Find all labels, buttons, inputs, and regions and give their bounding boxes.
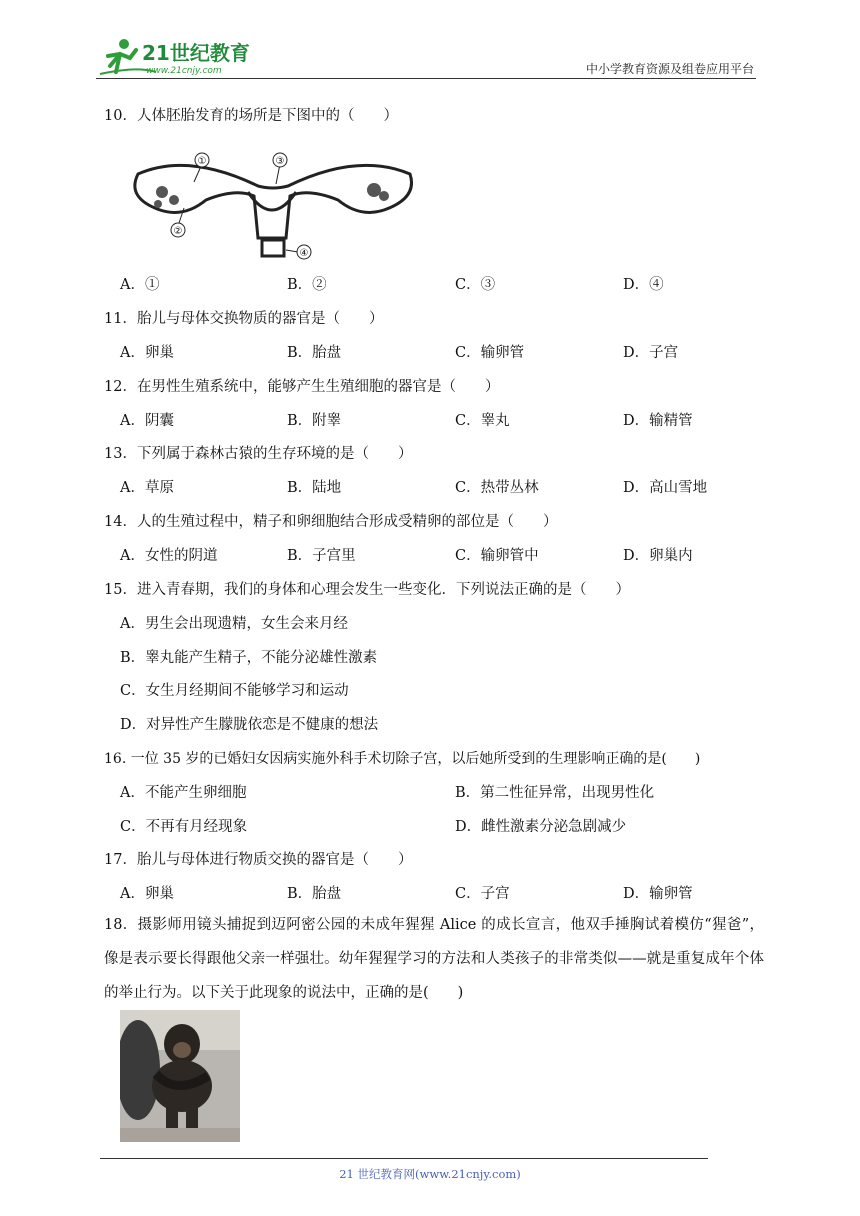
q15-option-a: A．男生会出现遗精，女生会来月经 (120, 616, 348, 632)
question-18-stem: 18．摄影师用镜头捕捉到迈阿密公园的未成年猩猩 Alice 的成长宣言，他双手捶胸试着模仿“猩爸”， 像是表示要长得跟他父亲一样强壮。幼年猩猩学习的方法和人类孩子的非常类似——就是重复成年个体的举止行为。以下关于此现象的说法中，正确的是( ) (104, 917, 764, 1001)
q17-option-d: D．输卵管 (623, 886, 693, 902)
question-10-stem: 10．人体胚胎发育的场所是下图中的（ ） (104, 108, 398, 124)
q14-option-a: A．女性的阴道 (120, 548, 218, 564)
q12-option-a: A．阴囊 (120, 413, 174, 429)
q10-option-c: C．③ (455, 277, 496, 293)
q10-option-d: D．④ (623, 277, 664, 293)
q11-option-d: D．子宫 (623, 345, 679, 361)
q16-option-c: C．不再有月经现象 (120, 819, 248, 835)
q10-option-b: B．② (287, 277, 327, 293)
q13-option-b: B．陆地 (287, 480, 342, 496)
logo-text: 21世纪教育 (142, 41, 250, 65)
q16-option-b: B．第二性征异常，出现男性化 (455, 785, 655, 801)
question-17-stem: 17．胎儿与母体进行物质交换的器官是（ ） (104, 852, 413, 868)
q17-option-c: C．子宫 (455, 886, 510, 902)
q13-option-d: D．高山雪地 (623, 480, 708, 496)
question-14-stem: 14．人的生殖过程中，精子和卵细胞结合形成受精卵的部位是（ ） (104, 514, 558, 530)
q15-option-d: D．对异性产生朦胧依恋是不健康的想法 (120, 717, 379, 733)
question-13-stem: 13．下列属于森林古猿的生存环境的是（ ） (104, 446, 413, 462)
q14-option-d: D．卵巢内 (623, 548, 693, 564)
q10-option-a: A．① (120, 277, 160, 293)
header-platform-text: 中小学教育资源及组卷应用平台 (585, 62, 754, 76)
question-16-stem: 16. 一位 35 岁的已婚妇女因病实施外科手术切除子宫，以后她所受到的生理影响正确的是( ) (104, 751, 701, 767)
q12-option-d: D．输精管 (623, 413, 693, 429)
question-11-stem: 11．胎儿与母体交换物质的器官是（ ） (104, 311, 384, 327)
q15-option-c: C．女生月经期间不能够学习和运动 (120, 683, 349, 699)
gorilla-photo (120, 1010, 240, 1142)
footer-text: 21 世纪教育网(www.21cnjy.com) (339, 1167, 521, 1181)
figure-label-3: ③ (275, 156, 285, 167)
question-15-stem: 15．进入青春期，我们的身体和心理会发生一些变化．下列说法正确的是（ ） (104, 582, 630, 598)
uterus-diagram (128, 148, 416, 266)
q12-option-b: B．附睾 (287, 413, 342, 429)
figure-label-1: ① (197, 156, 207, 167)
logo-url: www.21cnjy.com (146, 66, 222, 76)
footer-divider (100, 1158, 708, 1159)
q14-option-b: B．子宫里 (287, 548, 356, 564)
q16-option-d: D．雌性激素分泌急剧减少 (455, 819, 627, 835)
q11-option-c: C．输卵管 (455, 345, 525, 361)
header-divider (96, 78, 756, 79)
q13-option-a: A．草原 (120, 480, 174, 496)
q12-option-c: C．睾丸 (455, 413, 510, 429)
figure-label-2: ② (173, 226, 183, 237)
figure-label-4: ④ (299, 248, 309, 259)
q13-option-c: C．热带丛林 (455, 480, 539, 496)
site-logo (96, 36, 266, 78)
q11-option-b: B．胎盘 (287, 345, 342, 361)
q16-option-a: A．不能产生卵细胞 (120, 785, 247, 801)
q11-option-a: A．卵巢 (120, 345, 174, 361)
q17-option-a: A．卵巢 (120, 886, 174, 902)
question-12-stem: 12．在男性生殖系统中，能够产生生殖细胞的器官是（ ） (104, 379, 500, 395)
q15-option-b: B．睾丸能产生精子，不能分泌雄性激素 (120, 650, 378, 666)
q14-option-c: C．输卵管中 (455, 548, 539, 564)
q17-option-b: B．胎盘 (287, 886, 342, 902)
